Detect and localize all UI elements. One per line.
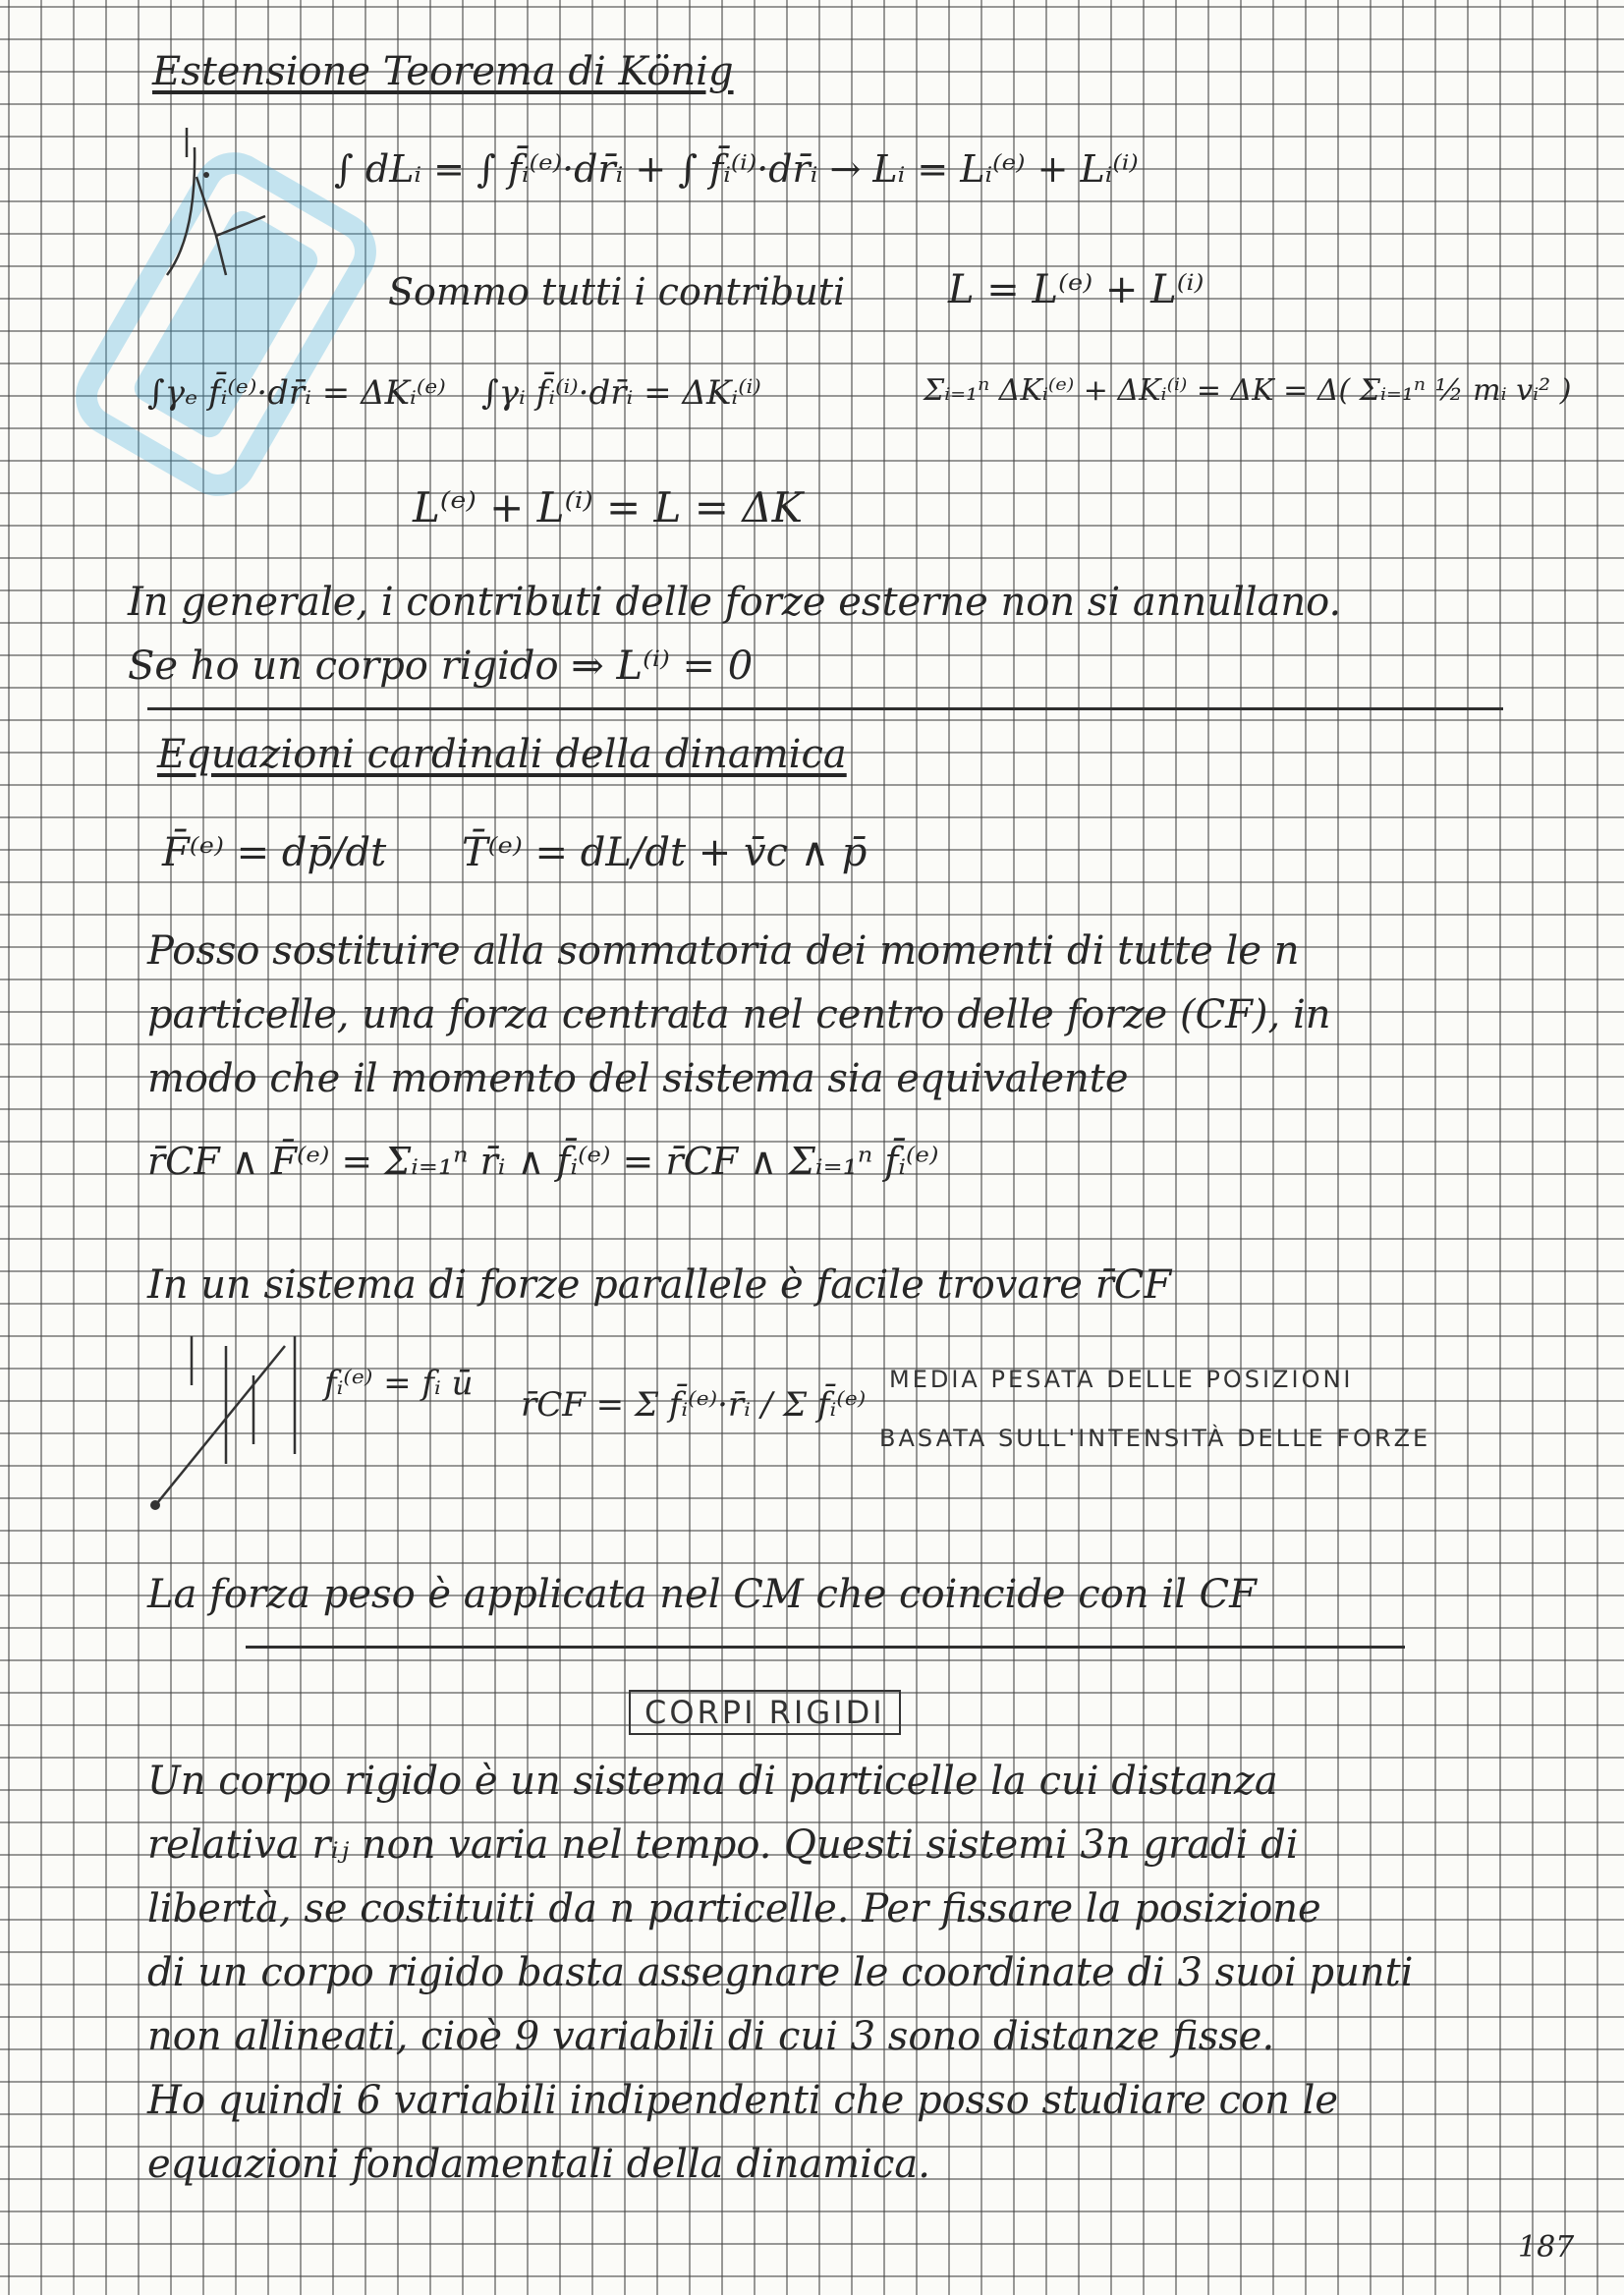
paragraph-line: Se ho un corpo rigido ⇒ L⁽ⁱ⁾ = 0 bbox=[128, 644, 754, 689]
paragraph-line: Ho quindi 6 variabili indipendenti che posso studiare con le bbox=[147, 2078, 1339, 2123]
formula-cardinal-force: F̄⁽ᵉ⁾ = dp̄/dt bbox=[162, 830, 387, 875]
paragraph-line: modo che il momento del sistema sia equivalente bbox=[147, 1056, 1129, 1101]
paragraph-line: relativa rᵢⱼ non varia nel tempo. Questi sistemi 3n gradi di bbox=[147, 1822, 1299, 1868]
formula-cardinal-torque: T̄⁽ᵉ⁾ = dL/dt + v̄c ∧ p̄ bbox=[462, 830, 868, 875]
formula-work-energy: L⁽ᵉ⁾ + L⁽ⁱ⁾ = L = ΔK bbox=[413, 483, 804, 532]
paragraph-line: libertà, se costituiti da n particelle. Per fissare la posizione bbox=[147, 1886, 1321, 1931]
formula-work-split: ∫ dLᵢ = ∫ f̄ᵢ⁽ᵉ⁾·dr̄ᵢ + ∫ f̄ᵢ⁽ⁱ⁾·dr̄ᵢ → Lᵢ = Lᵢ⁽ᵉ⁾ + Lᵢ⁽ⁱ⁾ bbox=[334, 147, 1139, 191]
sum-contributions-label: Sommo tutti i contributi bbox=[388, 270, 846, 313]
formula-kinetic-energy-sum: Σᵢ₌₁ⁿ ΔKᵢ⁽ᵉ⁾ + ΔKᵢ⁽ⁱ⁾ = ΔK = Δ( Σᵢ₌₁ⁿ ½ mᵢ vᵢ² ) bbox=[924, 373, 1572, 408]
formula-total-work: L = L⁽ᵉ⁾ + L⁽ⁱ⁾ bbox=[948, 267, 1204, 312]
section-divider bbox=[147, 707, 1503, 710]
paragraph-line: di un corpo rigido basta assegnare le coordinate di 3 suoi punti bbox=[147, 1950, 1414, 1995]
paragraph-line: equazioni fondamentali della dinamica. bbox=[147, 2142, 930, 2187]
formula-rcf-weighted: r̄CF = Σ f̄ᵢ⁽ᵉ⁾·r̄ᵢ / Σ f̄ᵢ⁽ᵉ⁾ bbox=[521, 1385, 867, 1425]
paragraph-line: La forza peso è applicata nel CM che coincide con il CF bbox=[147, 1572, 1257, 1617]
paragraph-line: In un sistema di forze parallele è facile trovare r̄CF bbox=[147, 1262, 1172, 1308]
formula-external-work: ∫γₑ f̄ᵢ⁽ᵉ⁾·dr̄ᵢ = ΔKᵢ⁽ᵉ⁾ bbox=[147, 373, 446, 413]
paragraph-line: In generale, i contributi delle forze esterne non si annullano. bbox=[128, 580, 1342, 625]
paragraph-line: non allineati, cioè 9 variabili di cui 3 sono distanze fisse. bbox=[147, 2014, 1275, 2059]
paragraph-line: particelle, una forza centrata nel centro delle forze (CF), in bbox=[147, 992, 1331, 1037]
parallel-forces-sketch bbox=[138, 1316, 334, 1513]
section-heading-corpi-rigidi: CORPI RIGIDI bbox=[629, 1690, 901, 1735]
section-divider bbox=[246, 1646, 1405, 1649]
section-heading-cardinali: Equazioni cardinali della dinamica bbox=[157, 732, 847, 777]
intensity-note: BASATA SULL'INTENSITÀ DELLE FORZE bbox=[879, 1425, 1431, 1452]
weighted-mean-note: MEDIA PESATA DELLE POSIZIONI bbox=[889, 1366, 1354, 1393]
paragraph-line: Un corpo rigido è un sistema di particelle la cui distanza bbox=[147, 1759, 1278, 1804]
page-number: 187 bbox=[1518, 2230, 1575, 2265]
formula-internal-work: ∫γᵢ f̄ᵢ⁽ⁱ⁾·dr̄ᵢ = ΔKᵢ⁽ⁱ⁾ bbox=[481, 373, 761, 413]
paragraph-line: Posso sostituire alla sommatoria dei momenti di tutte le n bbox=[147, 928, 1300, 974]
watermark-logo bbox=[39, 20, 413, 629]
formula-center-of-forces: r̄CF ∧ F̄⁽ᵉ⁾ = Σᵢ₌₁ⁿ r̄ᵢ ∧ f̄ᵢ⁽ᵉ⁾ = r̄CF ∧ Σᵢ₌₁ⁿ f̄ᵢ⁽ᵉ⁾ bbox=[147, 1140, 939, 1183]
section-heading-konig: Estensione Teorema di König bbox=[152, 49, 734, 94]
formula-parallel-force: fᵢ⁽ᵉ⁾ = fᵢ ū bbox=[324, 1364, 474, 1403]
force-vector-sketch bbox=[157, 118, 324, 285]
